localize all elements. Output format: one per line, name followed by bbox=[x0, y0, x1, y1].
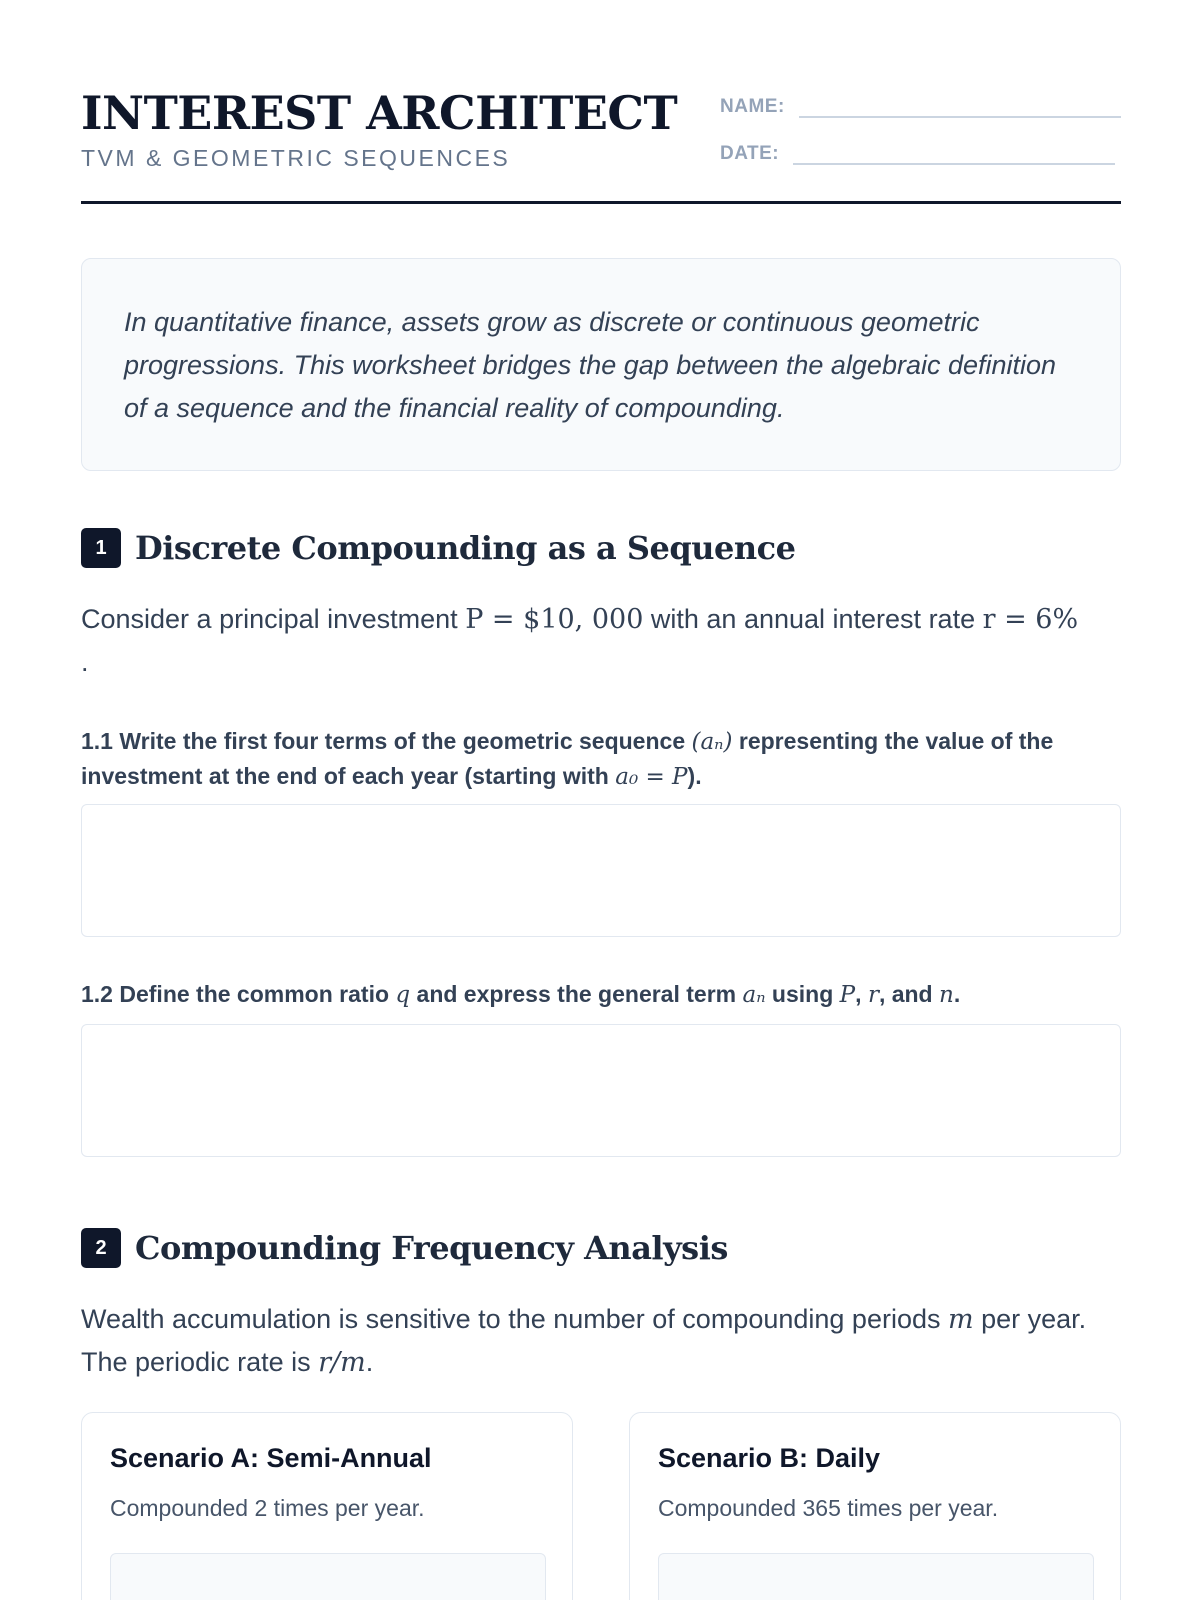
section-1-intro-prefix: Consider a principal investment bbox=[81, 604, 466, 634]
var-p: P bbox=[839, 982, 856, 1008]
q2-suffix: . bbox=[953, 981, 961, 1007]
section-2-intro bbox=[81, 1298, 1121, 1384]
answer-box-1-1[interactable] bbox=[81, 804, 1121, 937]
section-2-title: Compounding Frequency Analysis bbox=[135, 1229, 728, 1267]
page-title: INTEREST ARCHITECT bbox=[81, 86, 678, 140]
section-1-heading bbox=[81, 528, 795, 568]
q1-suffix: ). bbox=[687, 763, 702, 789]
q1-prefix: 1.1 Write the first four terms of the geometric sequence bbox=[81, 728, 692, 754]
scenario-a-title: Scenario A: Semi-Annual bbox=[110, 1443, 432, 1473]
worksheet-header bbox=[81, 86, 1121, 204]
date-label: DATE: bbox=[720, 143, 780, 164]
principal-math: P = $10, 000 bbox=[465, 604, 644, 635]
var-r: r bbox=[867, 982, 879, 1008]
section-1-badge: 1 bbox=[81, 528, 121, 568]
q1-mid: representing the value of the investment at the end of each year (starting with bbox=[81, 728, 1054, 789]
date-field-row bbox=[720, 141, 1115, 165]
name-field-row bbox=[720, 94, 1121, 118]
name-input-line[interactable] bbox=[799, 94, 1121, 118]
scenario-b-answer-box[interactable] bbox=[658, 1553, 1094, 1600]
answer-box-1-2[interactable] bbox=[81, 1024, 1121, 1157]
q2-sep1: , bbox=[855, 981, 868, 1007]
var-n: n bbox=[939, 982, 954, 1008]
section-1-intro-suffix: . bbox=[81, 647, 89, 677]
scenario-b-title: Scenario B: Daily bbox=[658, 1443, 881, 1473]
general-term-math: aₙ bbox=[742, 982, 766, 1008]
scenario-a-subtitle: Compounded 2 times per year. bbox=[110, 1495, 425, 1521]
q2-using: using bbox=[765, 981, 840, 1007]
section-2-heading bbox=[81, 1228, 728, 1268]
ratio-math: q bbox=[395, 982, 411, 1008]
q2-sep2: , and bbox=[878, 981, 939, 1007]
q2-mid: and express the general term bbox=[410, 981, 743, 1007]
question-1-1 bbox=[81, 724, 1121, 794]
section-2-badge: 2 bbox=[81, 1228, 121, 1268]
section-2-intro-suffix: . bbox=[365, 1347, 374, 1377]
page-subtitle: TVM & GEOMETRIC SEQUENCES bbox=[81, 145, 511, 171]
section-2-intro-prefix: Wealth accumulation is sensitive to the number of compounding periods bbox=[81, 1304, 948, 1334]
scenario-a-card bbox=[81, 1412, 573, 1600]
intro-text: In quantitative finance, assets grow as discrete or continuous geometric progressions. This worksheet bridges the gap between the algebraic definition of a sequence and the financial reality of compounding. bbox=[124, 307, 1057, 423]
section-1-title: Discrete Compounding as a Sequence bbox=[135, 529, 796, 567]
section-2-intro-mid: per year. The periodic rate is bbox=[81, 1304, 1087, 1377]
scenario-b-card bbox=[629, 1412, 1121, 1600]
date-input-line[interactable] bbox=[793, 141, 1115, 165]
name-label: NAME: bbox=[720, 96, 785, 117]
rate-math: r = 6% bbox=[982, 604, 1079, 635]
intro-callout bbox=[81, 258, 1121, 471]
scenario-b-subtitle: Compounded 365 times per year. bbox=[658, 1495, 999, 1521]
sequence-math: (aₙ) bbox=[691, 729, 733, 755]
periods-math: m bbox=[947, 1304, 974, 1335]
q2-prefix: 1.2 Define the common ratio bbox=[81, 981, 396, 1007]
periodic-rate-math: r/m bbox=[318, 1347, 366, 1378]
start-term-math: a₀ = P bbox=[615, 764, 688, 790]
scenario-a-answer-box[interactable] bbox=[110, 1553, 546, 1600]
question-1-2 bbox=[81, 977, 1121, 1012]
section-1-intro-mid: with an annual interest rate bbox=[643, 604, 983, 634]
section-1-intro bbox=[81, 598, 1121, 684]
